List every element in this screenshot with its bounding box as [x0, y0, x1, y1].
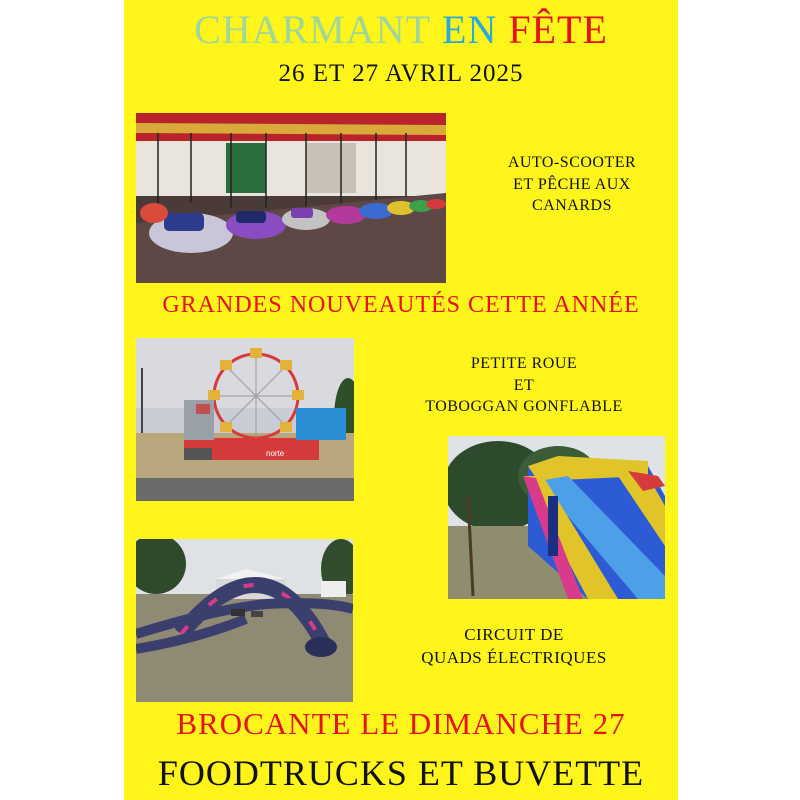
poster-title [124, 6, 678, 53]
title-charmant: CHARMANT [194, 7, 432, 52]
bumper-caption-line3: CANARDS [532, 197, 612, 215]
title-fete: FÊTE [508, 7, 608, 52]
wheel-caption-line3: TOBOGGAN GONFLABLE [425, 398, 623, 416]
quad-circuit-photo [136, 539, 353, 702]
quads-caption-line2: QUADS ÉLECTRIQUES [421, 647, 607, 667]
quads-caption-line1: CIRCUIT DE [464, 625, 564, 644]
bumper-caption-line2: ET PÊCHE AUX [513, 175, 631, 193]
ferris-sign-text: norte [266, 449, 285, 458]
bumper-caption-line1: AUTO-SCOOTER [507, 154, 637, 171]
bumper-caption [472, 152, 672, 217]
event-poster [124, 0, 678, 800]
inflatable-slide-photo [448, 436, 665, 599]
wheel-caption [374, 353, 674, 418]
event-date: 26 ET 27 AVRIL 2025 [278, 60, 524, 87]
wheel-caption-line2: ET [513, 376, 535, 394]
bumper-cars-photo [136, 113, 446, 283]
brocante-heading: BROCANTE LE DIMANCHE 27 [176, 706, 626, 741]
ferris-wheel-photo [136, 338, 354, 501]
food-heading: FOODTRUCKS ET BUVETTE [157, 753, 645, 793]
news-heading: GRANDES NOUVEAUTÉS CETTE ANNÉE [162, 292, 640, 318]
quads-caption [374, 624, 654, 670]
title-en: EN [442, 7, 498, 52]
wheel-caption-line1: PETITE ROUE [470, 355, 578, 372]
